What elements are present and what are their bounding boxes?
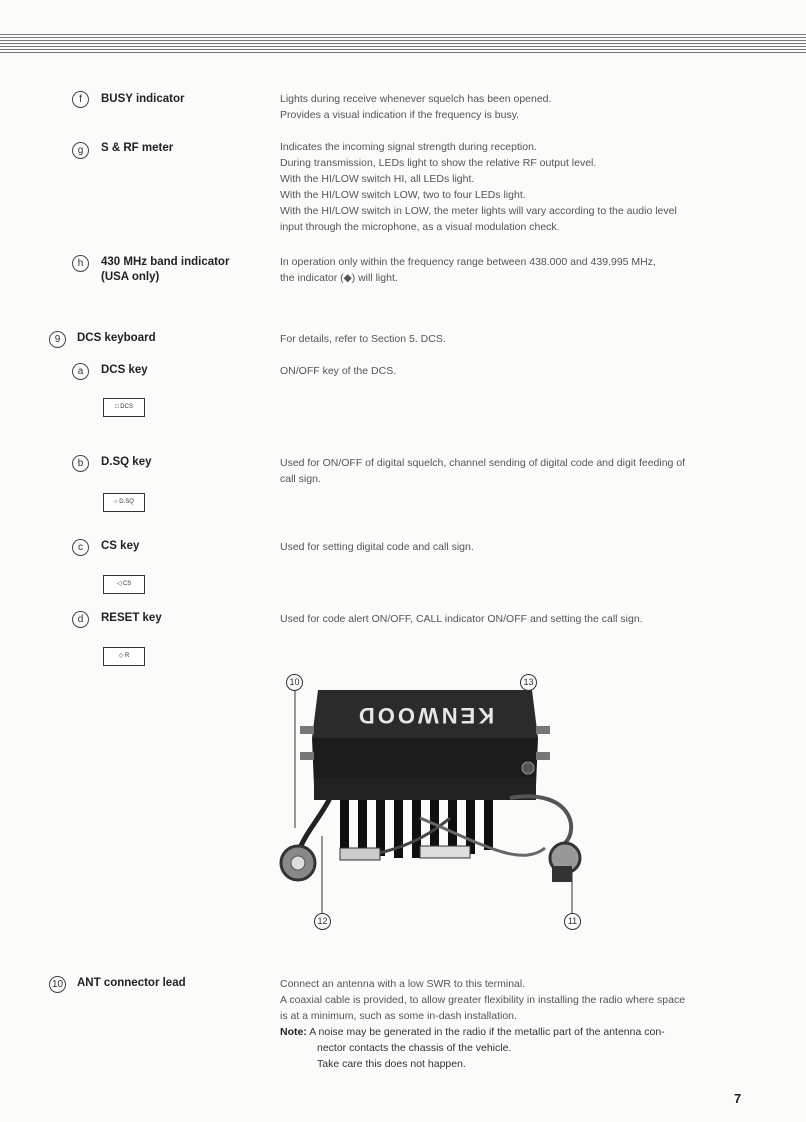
radio-photo [270,668,590,933]
desc-line: Provides a visual indication if the frequency is busy. [280,109,520,121]
marker-d: d [72,611,89,628]
marker-10: 10 [49,976,66,993]
desc-line: input through the microphone, as a visual modulation check. [280,221,560,233]
desc-line: Connect an antenna with a low SWR to this terminal. [280,978,526,990]
marker-g: g [72,142,89,159]
desc-line: is at a minimum, such as some in-dash installation. [280,1010,517,1022]
desc-line: Indicates the incoming signal strength during reception. [280,141,537,153]
desc-s-rf-meter [280,139,745,235]
label-430mhz-indicator [101,255,229,285]
desc-line: With the HI/LOW switch LOW, two to four LEDs light. [280,189,526,201]
desc-ant-connector-lead [280,976,745,1024]
callout-13: 13 [520,674,537,691]
reset-key-icon: ◇ R [103,647,145,666]
marker-h: h [72,255,89,272]
label-dcs-key: DCS key [101,364,148,376]
desc-line: the indicator (◆) will light. [280,272,398,284]
desc-line: call sign. [280,473,321,485]
marker-c: c [72,539,89,556]
note-line: A noise may be generated in the radio if the metallic part of the antenna con- [309,1026,665,1038]
label-reset-key: RESET key [101,612,162,624]
label-dsq-key: D.SQ key [101,456,152,468]
desc-dsq-key [280,455,745,487]
desc-line: With the HI/LOW switch HI, all LEDs light. [280,173,475,185]
label-line: (USA only) [101,271,160,283]
label-ant-connector-lead: ANT connector lead [77,977,186,989]
label-cs-key: CS key [101,540,140,552]
desc-line: Used for ON/OFF of digital squelch, channel sending of digital code and digit feeding of [280,457,686,469]
page-number: 7 [734,1091,742,1106]
note-label: Note: [280,1026,307,1038]
desc-dcs-key: ON/OFF key of the DCS. [280,365,397,377]
desc-reset-key: Used for code alert ON/OFF, CALL indicator ON/OFF and setting the call sign. [280,613,643,625]
callout-10: 10 [286,674,303,691]
marker-a: a [72,363,89,380]
marker-9: 9 [49,331,66,348]
dsq-key-icon: ○ D.SQ [103,493,145,512]
callout-12: 12 [314,913,331,930]
marker-b: b [72,455,89,472]
dcs-key-icon: □ DCS [103,398,145,417]
desc-cs-key: Used for setting digital code and call sign. [280,541,474,553]
label-line: 430 MHz band indicator [101,256,230,268]
callout-11: 11 [564,913,581,930]
note-line: Take care this does not happen. [317,1058,466,1070]
desc-line: With the HI/LOW switch in LOW, the meter lights will vary according to the audio level [280,205,677,217]
label-s-rf-meter: S & RF meter [101,142,174,154]
brand-logo: KENWOOD [355,703,495,728]
desc-line: Lights during receive whenever squelch has been opened. [280,93,552,105]
desc-line: During transmission, LEDs light to show the relative RF output level. [280,157,597,169]
label-dcs-keyboard: DCS keyboard [77,332,156,344]
note-block [280,1024,745,1072]
desc-line: A coaxial cable is provided, to allow greater flexibility in installing the radio where space [280,994,686,1006]
cs-key-icon: ◁ CS [103,575,145,594]
desc-line: In operation only within the frequency range between 438.000 and 439.995 MHz, [280,256,656,268]
desc-dcs-keyboard: For details, refer to Section 5. DCS. [280,333,446,345]
desc-430mhz-indicator [280,254,745,286]
note-line: nector contacts the chassis of the vehicle. [317,1042,512,1054]
label-busy-indicator: BUSY indicator [101,93,185,105]
header-rule [0,34,806,54]
marker-f: f [72,91,89,108]
desc-busy-indicator [280,91,745,123]
